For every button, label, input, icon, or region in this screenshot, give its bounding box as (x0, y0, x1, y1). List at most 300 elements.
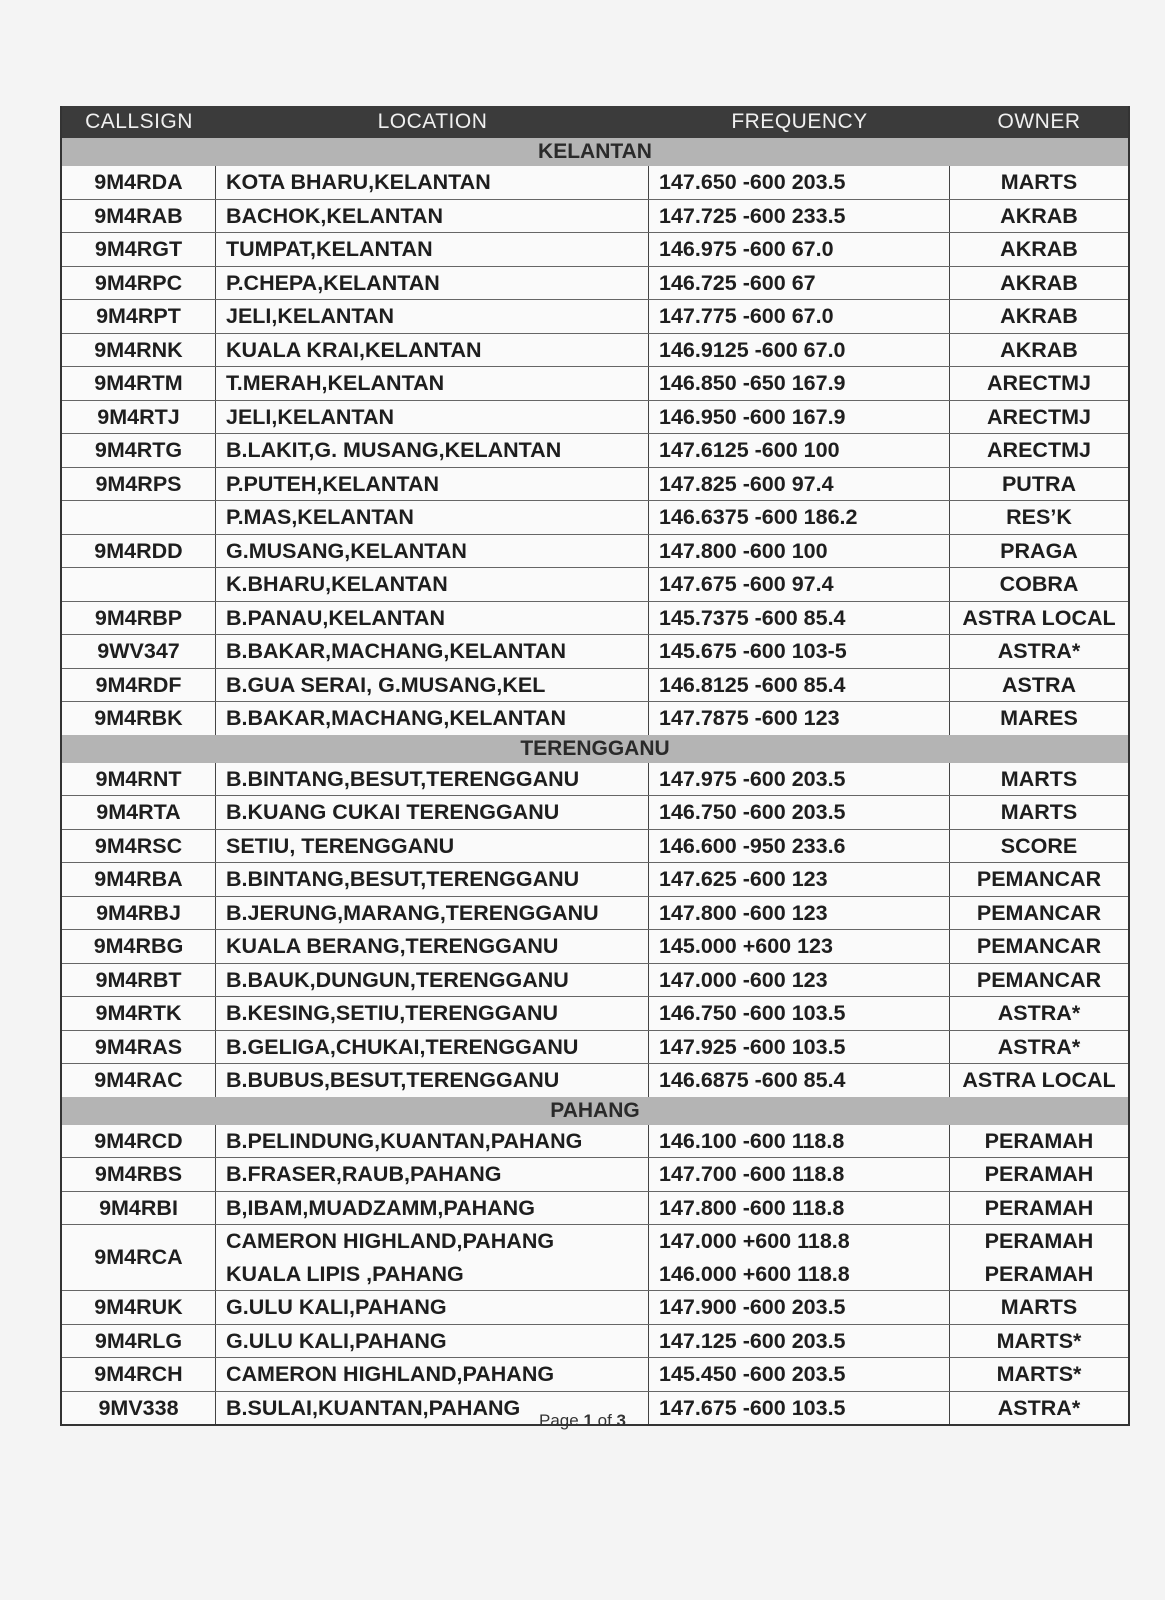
table-row (62, 401, 1128, 435)
frequency-cell: 147.975 -600 203.5 (659, 766, 846, 791)
callsign-column (62, 669, 216, 702)
frequency-column (649, 897, 950, 930)
owner-cell: MARTS (1000, 1295, 1078, 1319)
location-cell: G.ULU KALI,PAHANG (226, 1295, 447, 1319)
table-row (62, 997, 1128, 1031)
location-column (216, 830, 649, 863)
location-column (216, 200, 649, 233)
repeater-table (60, 106, 1130, 1426)
frequency-column (649, 1325, 950, 1358)
frequency-cell: 146.750 -600 203.5 (659, 800, 846, 824)
location-cell: KOTA BHARU,KELANTAN (226, 170, 491, 194)
footer-middle: of (592, 1411, 617, 1430)
owner-column (950, 334, 1128, 367)
frequency-cell: 147.825 -600 97.4 (659, 471, 834, 496)
owner-column (950, 166, 1128, 199)
location-column (216, 267, 649, 300)
table-row (62, 1358, 1128, 1392)
callsign-column (62, 635, 216, 668)
callsign-column (62, 702, 216, 735)
callsign-cell: 9WV347 (97, 639, 180, 663)
owner-cell: PRAGA (1000, 538, 1078, 563)
callsign-cell: 9M4RUK (94, 1295, 183, 1319)
table-row (62, 930, 1128, 964)
table-row (62, 535, 1128, 569)
callsign-cell: 9M4RPT (96, 304, 181, 328)
table-row (62, 602, 1128, 636)
location-cell: B.FRASER,RAUB,PAHANG (226, 1162, 502, 1186)
owner-cell: PEMANCAR (976, 967, 1102, 992)
frequency-cell: 147.925 -600 103.5 (659, 1034, 846, 1059)
table-row (62, 267, 1128, 301)
callsign-cell: 9M4RGT (94, 237, 183, 261)
section-header: TERENGGANU (62, 735, 1128, 763)
owner-column (950, 669, 1128, 702)
owner-cell: MARES (1000, 706, 1078, 730)
owner-cell: MARTS (1000, 800, 1078, 824)
frequency-cell: 146.600 -950 233.6 (659, 833, 846, 858)
callsign-cell: 9M4RTM (94, 371, 183, 395)
location-cell: CAMERON HIGHLAND,PAHANG (226, 1362, 555, 1386)
location-column (216, 964, 649, 997)
frequency-cell: 146.9125 -600 67.0 (659, 337, 846, 362)
callsign-cell: 9M4RBI (99, 1195, 178, 1220)
location-column (216, 1158, 649, 1191)
frequency-cell: 147.900 -600 203.5 (659, 1295, 846, 1319)
owner-column (950, 568, 1128, 601)
owner-cell: MARTS* (996, 1362, 1082, 1386)
frequency-column (649, 535, 950, 568)
frequency-column (649, 166, 950, 199)
location-cell: B.BINTANG,BESUT,TERENGGANU (226, 766, 580, 791)
frequency-cell: 145.450 -600 203.5 (659, 1362, 846, 1386)
callsign-column (62, 501, 216, 534)
frequency-cell: 146.725 -600 67 (659, 270, 816, 295)
table-row (62, 166, 1128, 200)
table-row (62, 233, 1128, 267)
location-cell: B.GELIGA,CHUKAI,TERENGGANU (226, 1034, 579, 1059)
frequency-column (649, 997, 950, 1030)
table-row (62, 468, 1128, 502)
frequency-cell: 146.750 -600 103.5 (659, 1001, 846, 1025)
location-cell: SETIU, TERENGGANU (226, 833, 455, 858)
callsign-cell: 9M4RTK (95, 1001, 182, 1025)
owner-column (950, 1358, 1128, 1391)
location-cell: P.PUTEH,KELANTAN (226, 471, 440, 496)
footer-prefix: Page (539, 1411, 584, 1430)
location-column (216, 1125, 649, 1158)
owner-column (950, 1158, 1128, 1191)
callsign-cell: 9M4RTA (96, 800, 181, 824)
frequency-column (649, 602, 950, 635)
frequency-column (649, 1125, 950, 1158)
frequency-cell: 147.125 -600 203.5 (659, 1328, 846, 1353)
location-cell: B.KUANG CUKAI TERENGGANU (226, 800, 560, 824)
owner-cell: PEMANCAR (976, 900, 1102, 925)
frequency-column (649, 796, 950, 829)
location-column (216, 434, 649, 467)
callsign-column (62, 796, 216, 829)
owner-column (950, 468, 1128, 501)
owner-cell: ARECTMJ (987, 438, 1091, 462)
callsign-cell: 9M4RDF (95, 672, 182, 697)
location-column (216, 166, 649, 199)
location-cell: JELI,KELANTAN (226, 304, 395, 328)
callsign-cell: 9M4RBK (94, 706, 183, 730)
table-row (62, 434, 1128, 468)
owner-cell: PUTRA (1001, 471, 1077, 496)
callsign-cell: 9M4RLG (94, 1328, 183, 1353)
callsign-column (62, 367, 216, 400)
frequency-cell: 146.100 -600 118.8 (659, 1128, 845, 1153)
callsign-column (62, 233, 216, 266)
callsign-cell: 9M4RNK (94, 337, 183, 362)
callsign-cell (62, 568, 215, 601)
location-cell: B.GUA SERAI, G.MUSANG,KEL (226, 672, 546, 697)
owner-cell: COBRA (999, 572, 1079, 596)
frequency-cell: 146.6875 -600 85.4 (659, 1068, 846, 1092)
frequency-column (649, 233, 950, 266)
frequency-column (649, 1031, 950, 1064)
table-row (62, 568, 1128, 602)
callsign-cell: 9M4RDD (94, 538, 183, 563)
table-row (62, 635, 1128, 669)
location-cell: B.PANAU,KELANTAN (226, 605, 445, 630)
callsign-cell: 9M4RBS (94, 1162, 183, 1186)
section-header: KELANTAN (62, 138, 1128, 166)
owner-column (950, 300, 1128, 333)
location-cell: B.BAUK,DUNGUN,TERENGGANU (226, 967, 569, 992)
owner-column (950, 267, 1128, 300)
callsign-cell: 9M4RAC (94, 1068, 183, 1092)
callsign-cell (62, 501, 215, 534)
frequency-column (649, 401, 950, 434)
location-cell: P.CHEPA,KELANTAN (226, 270, 440, 295)
callsign-column (62, 997, 216, 1030)
frequency-column (649, 367, 950, 400)
location-cell: B.PELINDUNG,KUANTAN,PAHANG (226, 1128, 583, 1153)
frequency-column (649, 501, 950, 534)
callsign-cell: 9M4RBJ (96, 900, 181, 925)
location-cell: B.LAKIT,G. MUSANG,KELANTAN (226, 438, 562, 462)
owner-column (950, 830, 1128, 863)
callsign-column (62, 863, 216, 896)
frequency-cell: 147.800 -600 123 (659, 900, 828, 925)
location-column (216, 501, 649, 534)
frequency-column (649, 763, 950, 796)
callsign-column (62, 1064, 216, 1097)
callsign-cell: 9M4RCA (94, 1245, 183, 1269)
location-column (216, 897, 649, 930)
callsign-cell: 9M4RAS (94, 1034, 183, 1059)
callsign-column (62, 401, 216, 434)
frequency-cell: 146.6375 -600 186.2 (659, 505, 858, 529)
owner-column (950, 233, 1128, 266)
callsign-cell: 9M4RTG (94, 438, 183, 462)
owner-cell: PERAMAH (984, 1162, 1094, 1186)
location-cell: K.BHARU,KELANTAN (226, 572, 448, 596)
frequency-column (649, 1064, 950, 1097)
table-row (62, 334, 1128, 368)
table-row (62, 1192, 1128, 1226)
owner-column (950, 863, 1128, 896)
location-cell: B.BAKAR,MACHANG,KELANTAN (226, 639, 566, 663)
owner-column (950, 763, 1128, 796)
frequency-column (649, 200, 950, 233)
section-header: PAHANG (62, 1097, 1128, 1125)
frequency-column (649, 830, 950, 863)
owner-column (950, 501, 1128, 534)
owner-column (950, 1031, 1128, 1064)
location-column (216, 863, 649, 896)
frequency-cell: 147.7875 -600 123 (659, 706, 840, 730)
callsign-cell: 9MV338 (98, 1395, 179, 1420)
owner-cell: AKRAB (1000, 270, 1078, 295)
location-column (216, 367, 649, 400)
table-row (62, 702, 1128, 735)
owner-column (950, 897, 1128, 930)
table-row (62, 300, 1128, 334)
callsign-column (62, 930, 216, 963)
owner-cell: ASTRA* (997, 639, 1081, 663)
location-column (216, 763, 649, 796)
callsign-cell: 9M4RAB (94, 203, 183, 228)
header-location: LOCATION (377, 110, 488, 133)
owner-column (950, 200, 1128, 233)
owner-column (950, 367, 1128, 400)
frequency-cell: 146.000 +600 118.8 (659, 1261, 850, 1286)
table-row (62, 1031, 1128, 1065)
location-column (216, 997, 649, 1030)
owner-cell: ARECTMJ (987, 404, 1091, 429)
callsign-cell: 9M4RNT (95, 766, 182, 791)
owner-column (950, 434, 1128, 467)
table-row (62, 1225, 1128, 1291)
owner-cell: ARECTMJ (987, 371, 1091, 395)
frequency-cell: 145.000 +600 123 (659, 934, 833, 958)
table-row (62, 1064, 1128, 1097)
owner-cell: PERAMAH (984, 1229, 1094, 1253)
callsign-column (62, 1325, 216, 1358)
location-cell: CAMERON HIGHLAND,PAHANG (226, 1229, 555, 1253)
table-row (62, 1125, 1128, 1159)
callsign-column (62, 166, 216, 199)
owner-cell: AKRAB (1000, 304, 1078, 328)
owner-cell: PERAMAH (984, 1261, 1094, 1286)
section-rows (62, 1125, 1128, 1425)
frequency-cell: 145.7375 -600 85.4 (659, 605, 846, 630)
frequency-column (649, 568, 950, 601)
frequency-column (649, 635, 950, 668)
location-column (216, 1358, 649, 1391)
location-column (216, 796, 649, 829)
location-cell: KUALA LIPIS ,PAHANG (226, 1261, 464, 1286)
owner-column (950, 1192, 1128, 1225)
callsign-column (62, 535, 216, 568)
frequency-cell: 147.675 -600 103.5 (659, 1395, 846, 1420)
owner-column (950, 1064, 1128, 1097)
table-row (62, 863, 1128, 897)
location-column (216, 635, 649, 668)
location-column (216, 1225, 649, 1290)
location-column (216, 1325, 649, 1358)
frequency-cell: 147.000 -600 123 (659, 967, 828, 992)
owner-column (950, 930, 1128, 963)
location-cell: B.BAKAR,MACHANG,KELANTAN (226, 706, 566, 730)
frequency-column (649, 702, 950, 735)
callsign-column (62, 334, 216, 367)
location-column (216, 930, 649, 963)
owner-cell: ASTRA LOCAL (962, 605, 1116, 630)
frequency-cell: 146.8125 -600 85.4 (659, 672, 846, 697)
section-rows (62, 763, 1128, 1097)
owner-cell: MARTS (1000, 766, 1078, 791)
frequency-column (649, 1225, 950, 1290)
owner-column (950, 1225, 1128, 1290)
location-column (216, 334, 649, 367)
callsign-column (62, 200, 216, 233)
callsign-cell: 9M4RCD (94, 1128, 183, 1153)
callsign-cell: 9M4RPC (94, 270, 183, 295)
table-row (62, 796, 1128, 830)
frequency-cell: 145.675 -600 103-5 (659, 639, 847, 663)
callsign-cell: 9M4RBT (95, 967, 182, 992)
location-cell: G.MUSANG,KELANTAN (226, 538, 467, 563)
frequency-cell: 147.800 -600 100 (659, 538, 828, 563)
frequency-cell: 147.000 +600 118.8 (659, 1229, 850, 1253)
owner-column (950, 535, 1128, 568)
callsign-column (62, 434, 216, 467)
owner-column (950, 1291, 1128, 1324)
table-row (62, 669, 1128, 703)
table-row (62, 200, 1128, 234)
header-frequency: FREQUENCY (731, 110, 868, 133)
owner-cell: ASTRA* (997, 1001, 1081, 1025)
location-column (216, 602, 649, 635)
footer-page-number: 1 (583, 1411, 593, 1430)
callsign-column (62, 602, 216, 635)
callsign-cell: 9M4RDA (94, 170, 183, 194)
table-row (62, 1325, 1128, 1359)
callsign-column (62, 568, 216, 601)
frequency-cell: 147.700 -600 118.8 (659, 1162, 845, 1186)
frequency-cell: 147.650 -600 203.5 (659, 170, 846, 194)
table-body (62, 138, 1128, 1424)
callsign-column (62, 1225, 216, 1290)
header-callsign: CALLSIGN (85, 110, 193, 133)
owner-cell: AKRAB (1000, 337, 1078, 362)
callsign-column (62, 1358, 216, 1391)
location-column (216, 300, 649, 333)
location-cell: B,IBAM,MUADZAMM,PAHANG (226, 1195, 535, 1220)
frequency-column (649, 1192, 950, 1225)
callsign-column (62, 763, 216, 796)
table-row (62, 1291, 1128, 1325)
location-cell: B.JERUNG,MARANG,TERENGGANU (226, 900, 599, 925)
callsign-column (62, 1031, 216, 1064)
location-cell: B.KESING,SETIU,TERENGGANU (226, 1001, 559, 1025)
owner-column (950, 401, 1128, 434)
page-footer (0, 1411, 1165, 1431)
owner-column (950, 1325, 1128, 1358)
owner-cell: ASTRA LOCAL (962, 1068, 1116, 1092)
owner-column (950, 1125, 1128, 1158)
callsign-column (62, 964, 216, 997)
frequency-cell: 147.725 -600 233.5 (659, 203, 846, 228)
callsign-column (62, 830, 216, 863)
location-column (216, 233, 649, 266)
callsign-column (62, 1125, 216, 1158)
owner-cell: PERAMAH (984, 1195, 1094, 1220)
callsign-column (62, 267, 216, 300)
location-cell: TUMPAT,KELANTAN (226, 237, 433, 261)
owner-cell: RES’K (1006, 505, 1072, 529)
owner-column (950, 702, 1128, 735)
frequency-cell: 146.975 -600 67.0 (659, 237, 834, 261)
callsign-column (62, 300, 216, 333)
frequency-column (649, 669, 950, 702)
location-cell: G.ULU KALI,PAHANG (226, 1328, 447, 1353)
owner-column (950, 997, 1128, 1030)
header-owner: OWNER (997, 110, 1081, 133)
location-column (216, 568, 649, 601)
owner-cell: ASTRA (1001, 672, 1077, 697)
footer-page-total: 3 (616, 1411, 626, 1430)
owner-cell: PEMANCAR (976, 867, 1102, 891)
table-row (62, 964, 1128, 998)
location-column (216, 468, 649, 501)
frequency-column (649, 434, 950, 467)
frequency-cell: 147.675 -600 97.4 (659, 572, 834, 596)
callsign-column (62, 1158, 216, 1191)
table-row (62, 830, 1128, 864)
owner-cell: PERAMAH (984, 1128, 1094, 1153)
owner-cell: MARTS (1000, 170, 1078, 194)
callsign-cell: 9M4RPS (95, 471, 182, 496)
location-cell: KUALA BERANG,TERENGGANU (226, 934, 559, 958)
location-cell: B.SULAI,KUANTAN,PAHANG (226, 1395, 521, 1420)
callsign-cell: 9M4RTJ (97, 404, 180, 429)
table-row (62, 367, 1128, 401)
location-column (216, 702, 649, 735)
frequency-column (649, 1358, 950, 1391)
callsign-cell: 9M4RBA (94, 867, 183, 891)
table-header (62, 106, 1128, 138)
location-cell: P.MAS,KELANTAN (226, 505, 414, 529)
frequency-cell: 147.800 -600 118.8 (659, 1195, 845, 1220)
frequency-column (649, 468, 950, 501)
frequency-column (649, 930, 950, 963)
callsign-column (62, 468, 216, 501)
location-column (216, 1291, 649, 1324)
location-cell: T.MERAH,KELANTAN (226, 371, 445, 395)
frequency-column (649, 863, 950, 896)
frequency-cell: 146.950 -600 167.9 (659, 404, 846, 429)
frequency-cell: 147.625 -600 123 (659, 867, 828, 891)
location-cell: BACHOK,KELANTAN (226, 203, 443, 228)
section-rows (62, 166, 1128, 735)
location-column (216, 669, 649, 702)
callsign-cell: 9M4RCH (94, 1362, 183, 1386)
owner-cell: PEMANCAR (976, 934, 1102, 958)
owner-cell: ASTRA* (997, 1034, 1081, 1059)
table-row (62, 501, 1128, 535)
callsign-cell: 9M4RSC (94, 833, 183, 858)
table-row (62, 897, 1128, 931)
frequency-column (649, 267, 950, 300)
table-row (62, 763, 1128, 797)
callsign-cell: 9M4RBP (94, 605, 183, 630)
